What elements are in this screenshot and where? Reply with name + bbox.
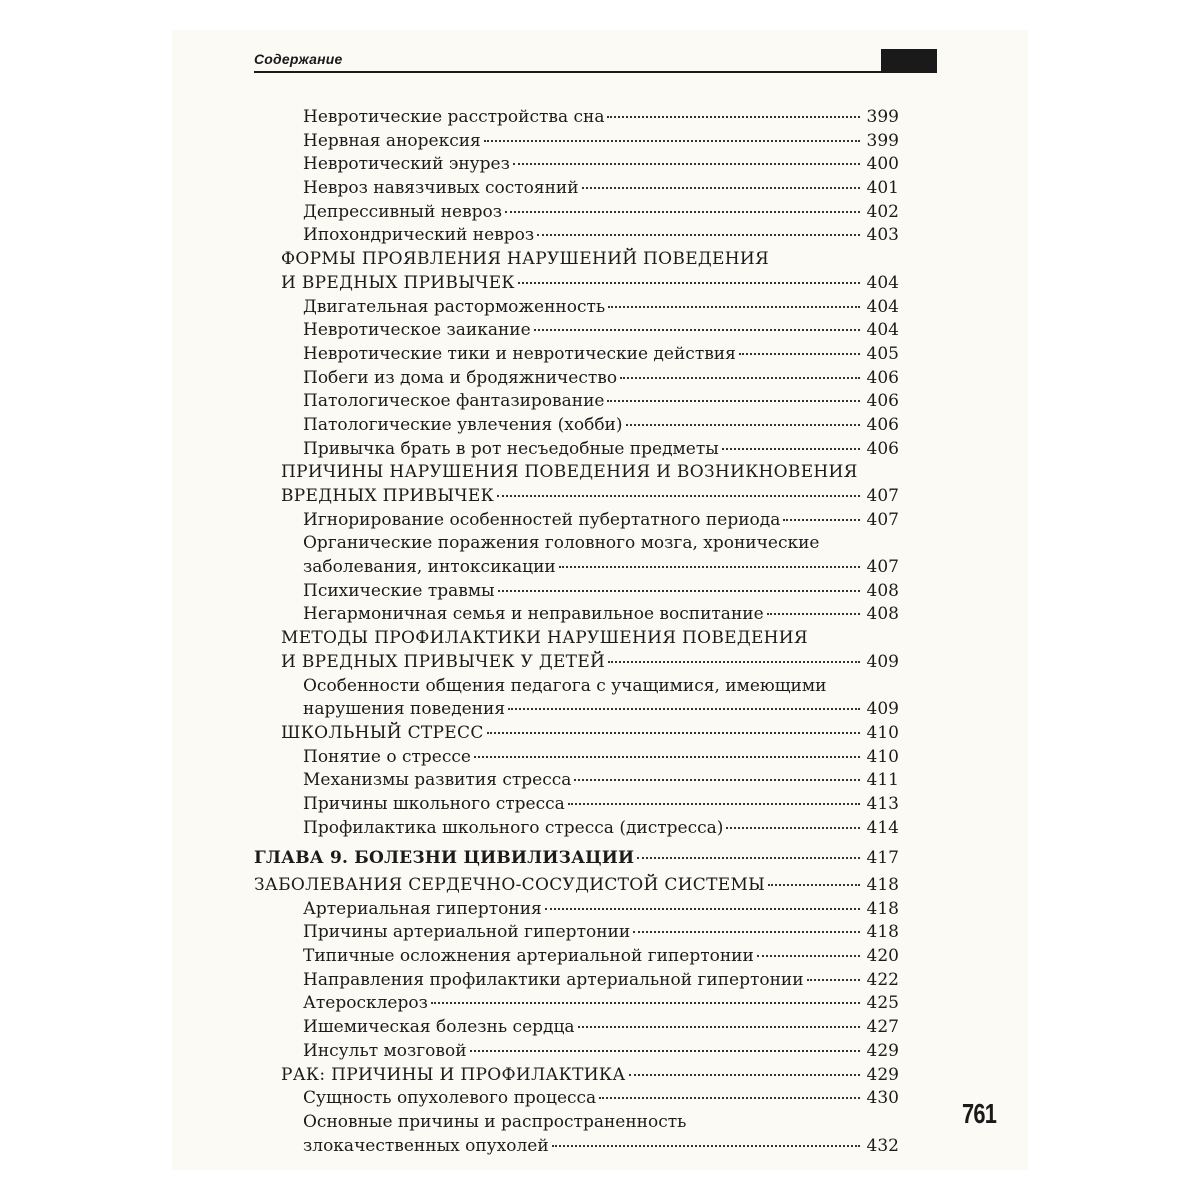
toc-entry-text: Игнорирование особенностей пубертатного периода bbox=[303, 509, 781, 530]
page-number: 761 bbox=[962, 1098, 997, 1129]
toc-line bbox=[303, 343, 899, 367]
toc-page-number: 406 bbox=[866, 414, 899, 435]
toc-entry-text: Инсульт мозговой bbox=[303, 1040, 467, 1061]
header-marker-block bbox=[881, 49, 937, 71]
toc-line bbox=[303, 969, 899, 993]
toc-entry-text: Невротическое заикание bbox=[303, 320, 531, 341]
toc-page-number: 401 bbox=[866, 178, 899, 199]
toc-line bbox=[303, 532, 899, 556]
toc-page-number: 413 bbox=[866, 793, 899, 814]
toc-page-number: 405 bbox=[866, 343, 899, 364]
toc-line bbox=[303, 580, 899, 604]
toc-page-number: 404 bbox=[866, 272, 899, 293]
toc-subsection[interactable] bbox=[254, 746, 899, 770]
dot-leader bbox=[487, 731, 860, 734]
toc-entry-text: ШКОЛЬНЫЙ СТРЕСС bbox=[281, 722, 484, 743]
toc-entry-text: нарушения поведения bbox=[303, 699, 506, 720]
dot-leader bbox=[599, 1096, 860, 1099]
toc-line bbox=[303, 1135, 899, 1159]
toc-page-number: 411 bbox=[866, 770, 899, 791]
toc-page-number: 418 bbox=[866, 875, 899, 895]
toc-entry-text: ФОРМЫ ПРОЯВЛЕНИЯ НАРУШЕНИЙ ПОВЕДЕНИЯ bbox=[281, 249, 770, 270]
toc-subsection[interactable] bbox=[254, 1016, 899, 1040]
toc-entry-text: Привычка брать в рот несъедобные предметы bbox=[303, 438, 719, 459]
toc-entry-text: Патологические увлечения (хобби) bbox=[303, 414, 623, 435]
toc-subsection[interactable] bbox=[254, 580, 899, 604]
toc-page-number: 407 bbox=[866, 557, 899, 578]
dot-leader bbox=[722, 447, 860, 450]
toc-subsection[interactable] bbox=[254, 390, 899, 414]
toc-page-number: 422 bbox=[866, 969, 899, 990]
toc-entry-text: И ВРЕДНЫХ ПРИВЫЧЕК У ДЕТЕЙ bbox=[281, 651, 606, 672]
toc-entry-text: Профилактика школьного стресса (дистресса) bbox=[303, 817, 724, 838]
toc-page-number: 425 bbox=[866, 993, 899, 1014]
dot-leader bbox=[607, 399, 860, 402]
toc-entry-text: Нервная анорексия bbox=[303, 130, 481, 151]
toc-line bbox=[281, 485, 899, 509]
toc-line bbox=[303, 1111, 899, 1135]
toc-subsection[interactable] bbox=[254, 106, 899, 130]
toc-page-number: 404 bbox=[866, 296, 899, 317]
toc-subsection[interactable] bbox=[254, 1040, 899, 1064]
dot-leader bbox=[739, 352, 860, 355]
toc-line bbox=[303, 921, 899, 945]
dot-leader bbox=[537, 233, 860, 236]
toc-line bbox=[303, 992, 899, 1016]
toc-subsection[interactable] bbox=[254, 296, 899, 320]
toc-entry-text: Двигательная расторможенность bbox=[303, 296, 606, 317]
dot-leader bbox=[505, 210, 860, 213]
toc-page-number: 406 bbox=[866, 391, 899, 412]
dot-leader bbox=[629, 1073, 861, 1076]
toc-line bbox=[303, 1087, 899, 1111]
toc-subsection[interactable] bbox=[254, 817, 899, 841]
dot-leader bbox=[513, 162, 860, 165]
toc-page-number: 409 bbox=[866, 651, 899, 672]
dot-leader bbox=[474, 755, 860, 758]
toc-page-number: 410 bbox=[866, 746, 899, 767]
toc-line bbox=[281, 1064, 899, 1088]
book-page bbox=[172, 30, 1028, 1170]
dot-leader bbox=[767, 612, 860, 615]
toc-section[interactable] bbox=[254, 461, 899, 508]
toc-line bbox=[254, 874, 899, 898]
toc-entry-text: Органические поражения головного мозга, хронические bbox=[303, 533, 820, 554]
toc-entry-text: Патологическое фантазирование bbox=[303, 391, 605, 412]
toc-line bbox=[303, 414, 899, 438]
dot-leader bbox=[559, 565, 860, 568]
toc-page-number: 414 bbox=[866, 817, 899, 838]
toc-line bbox=[303, 367, 899, 391]
toc-entry-text: РАК: ПРИЧИНЫ И ПРОФИЛАКТИКА bbox=[281, 1064, 626, 1085]
dot-leader bbox=[608, 305, 860, 308]
toc-subsection[interactable] bbox=[254, 177, 899, 201]
dot-leader bbox=[608, 660, 860, 663]
toc-line bbox=[303, 817, 899, 841]
toc-page-number: 429 bbox=[866, 1040, 899, 1061]
header-title: Содержание bbox=[254, 51, 343, 67]
toc-page-number: 409 bbox=[866, 699, 899, 720]
toc-page-number: 432 bbox=[866, 1135, 899, 1156]
toc-subsection[interactable] bbox=[254, 1111, 899, 1158]
toc-subsection[interactable] bbox=[254, 793, 899, 817]
toc-section[interactable] bbox=[254, 722, 899, 746]
toc-line bbox=[281, 272, 899, 296]
toc-entry-text: ВРЕДНЫХ ПРИВЫЧЕК bbox=[281, 486, 495, 506]
toc-entry-text: заболевания, интоксикации bbox=[303, 557, 556, 578]
toc-subsection[interactable] bbox=[254, 319, 899, 343]
toc-line bbox=[303, 319, 899, 343]
dot-leader bbox=[578, 1025, 860, 1028]
toc-line bbox=[303, 296, 899, 320]
toc-entry-text: Особенности общения педагога с учащимися, имеющими bbox=[303, 675, 827, 696]
toc-entry-text: И ВРЕДНЫХ ПРИВЫЧЕК bbox=[281, 272, 515, 293]
toc-page-number: 418 bbox=[866, 922, 899, 943]
toc-page-number: 418 bbox=[866, 898, 899, 919]
toc-page-number: 406 bbox=[866, 367, 899, 388]
toc-subsection[interactable] bbox=[254, 343, 899, 367]
toc-subsection[interactable] bbox=[254, 1087, 899, 1111]
toc-page-number: 400 bbox=[866, 154, 899, 175]
toc-line bbox=[254, 847, 899, 871]
toc-line bbox=[303, 130, 899, 154]
toc-entry-text: ПРИЧИНЫ НАРУШЕНИЯ ПОВЕДЕНИЯ И ВОЗНИКНОВЕНИЯ bbox=[281, 462, 858, 483]
dot-leader bbox=[545, 907, 860, 910]
toc-subsection[interactable] bbox=[254, 769, 899, 793]
toc-line bbox=[281, 461, 899, 485]
toc-entry-text: Невротический энурез bbox=[303, 154, 510, 175]
toc-page-number: 402 bbox=[866, 201, 899, 222]
toc-section[interactable] bbox=[254, 1064, 899, 1088]
toc-line bbox=[281, 722, 899, 746]
dot-leader bbox=[508, 707, 860, 710]
toc-entry-text: Ишемическая болезнь сердца bbox=[303, 1017, 575, 1038]
toc-section[interactable] bbox=[254, 874, 899, 898]
dot-leader bbox=[607, 115, 860, 118]
toc-entry-text: Сущность опухолевого процесса bbox=[303, 1088, 597, 1109]
toc-page-number: 408 bbox=[866, 580, 899, 601]
toc-line bbox=[303, 1016, 899, 1040]
toc-subsection[interactable] bbox=[254, 224, 899, 248]
dot-leader bbox=[757, 954, 860, 957]
toc-line bbox=[281, 651, 899, 675]
toc-entry-text: Артериальная гипертония bbox=[303, 898, 542, 919]
toc-entry-text: Направления профилактики артериальной гипертонии bbox=[303, 969, 804, 990]
toc-entry-text: Механизмы развития стресса bbox=[303, 770, 572, 791]
toc-line bbox=[303, 675, 899, 699]
toc-page-number: 429 bbox=[866, 1064, 899, 1085]
toc-entry-text: Понятие о стрессе bbox=[303, 746, 471, 767]
toc-entry-text: Депрессивный невроз bbox=[303, 201, 503, 222]
toc-line bbox=[303, 603, 899, 627]
toc-entry-text: Причины артериальной гипертонии bbox=[303, 922, 631, 943]
toc-entry-text: Ипохондрический невроз bbox=[303, 225, 535, 246]
dot-leader bbox=[552, 1144, 860, 1147]
toc-page-number: 408 bbox=[866, 604, 899, 625]
dot-leader bbox=[431, 1001, 860, 1004]
toc-entry-text: Основные причины и распространенность bbox=[303, 1111, 687, 1132]
toc-subsection[interactable] bbox=[254, 675, 899, 722]
dot-leader bbox=[768, 883, 860, 886]
dot-leader bbox=[497, 494, 860, 497]
toc-line bbox=[303, 201, 899, 225]
toc-page-number: 410 bbox=[866, 722, 899, 743]
toc-line bbox=[303, 793, 899, 817]
toc-subsection[interactable] bbox=[254, 201, 899, 225]
dot-leader bbox=[484, 139, 860, 142]
toc-entry-text: МЕТОДЫ ПРОФИЛАКТИКИ НАРУШЕНИЯ ПОВЕДЕНИЯ bbox=[281, 628, 808, 649]
toc-line bbox=[303, 509, 899, 533]
toc-subsection[interactable] bbox=[254, 603, 899, 627]
dot-leader bbox=[534, 328, 860, 331]
running-header bbox=[254, 49, 937, 73]
toc-line bbox=[303, 1040, 899, 1064]
toc-subsection[interactable] bbox=[254, 130, 899, 154]
toc-page-number: 420 bbox=[866, 946, 899, 967]
toc-page-number: 417 bbox=[866, 848, 899, 869]
toc-page-number: 406 bbox=[866, 438, 899, 459]
toc-entry-text: Негармоничная семья и неправильное воспитание bbox=[303, 604, 764, 625]
toc-subsection[interactable] bbox=[254, 153, 899, 177]
dot-leader bbox=[568, 802, 860, 805]
toc-subsection[interactable] bbox=[254, 438, 899, 462]
toc-entry-text: Типичные осложнения артериальной гипертонии bbox=[303, 946, 754, 967]
toc-entry-text: ГЛАВА 9. БОЛЕЗНИ ЦИВИЛИЗАЦИИ bbox=[254, 848, 635, 869]
toc-page-number: 403 bbox=[866, 225, 899, 246]
dot-leader bbox=[582, 186, 860, 189]
toc-entry-text: злокачественных опухолей bbox=[303, 1135, 549, 1156]
toc-subsection[interactable] bbox=[254, 921, 899, 945]
toc-section[interactable] bbox=[254, 248, 899, 295]
toc-line bbox=[303, 769, 899, 793]
dot-leader bbox=[498, 589, 860, 592]
toc-entry-text: Причины школьного стресса bbox=[303, 793, 565, 814]
toc-entry-text: Атеросклероз bbox=[303, 993, 428, 1014]
toc-subsection[interactable] bbox=[254, 945, 899, 969]
toc-entry-text: Невротические расстройства сна bbox=[303, 107, 605, 127]
toc-line bbox=[303, 945, 899, 969]
toc-subsection[interactable] bbox=[254, 509, 899, 533]
toc-entry-text: Невроз навязчивых состояний bbox=[303, 178, 579, 199]
toc-line bbox=[303, 556, 899, 580]
dot-leader bbox=[470, 1049, 860, 1052]
dot-leader bbox=[626, 423, 860, 426]
dot-leader bbox=[807, 978, 860, 981]
table-of-contents bbox=[254, 106, 899, 1158]
toc-entry-text: Побеги из дома и бродяжничество bbox=[303, 367, 618, 388]
dot-leader bbox=[726, 826, 860, 829]
toc-line bbox=[303, 438, 899, 462]
toc-page-number: 399 bbox=[866, 107, 899, 127]
toc-line bbox=[303, 746, 899, 770]
dot-leader bbox=[783, 518, 860, 521]
toc-entry-text: Психические травмы bbox=[303, 580, 495, 601]
toc-entry-text: ЗАБОЛЕВАНИЯ СЕРДЕЧНО-СОСУДИСТОЙ СИСТЕМЫ bbox=[254, 875, 766, 895]
toc-line bbox=[281, 627, 899, 651]
toc-page-number: 404 bbox=[866, 320, 899, 341]
dot-leader bbox=[637, 856, 860, 859]
toc-subsection[interactable] bbox=[254, 414, 899, 438]
toc-page-number: 399 bbox=[866, 130, 899, 151]
toc-page-number: 407 bbox=[866, 486, 899, 506]
toc-subsection[interactable] bbox=[254, 367, 899, 391]
toc-subsection[interactable] bbox=[254, 532, 899, 579]
toc-entry-text: Невротические тики и невротические действия bbox=[303, 343, 736, 364]
dot-leader bbox=[633, 930, 860, 933]
toc-section[interactable] bbox=[254, 627, 899, 674]
toc-line bbox=[303, 224, 899, 248]
toc-line bbox=[303, 898, 899, 922]
toc-line bbox=[281, 248, 899, 272]
toc-page-number: 407 bbox=[866, 509, 899, 530]
toc-line bbox=[303, 698, 899, 722]
toc-line bbox=[303, 390, 899, 414]
toc-chapter[interactable] bbox=[254, 847, 899, 871]
toc-subsection[interactable] bbox=[254, 992, 899, 1016]
toc-page-number: 430 bbox=[866, 1088, 899, 1109]
toc-line bbox=[303, 153, 899, 177]
dot-leader bbox=[518, 281, 860, 284]
dot-leader bbox=[574, 778, 860, 781]
dot-leader bbox=[620, 376, 860, 379]
toc-page-number: 427 bbox=[866, 1017, 899, 1038]
toc-line bbox=[303, 106, 899, 130]
toc-subsection[interactable] bbox=[254, 898, 899, 922]
toc-subsection[interactable] bbox=[254, 969, 899, 993]
toc-line bbox=[303, 177, 899, 201]
